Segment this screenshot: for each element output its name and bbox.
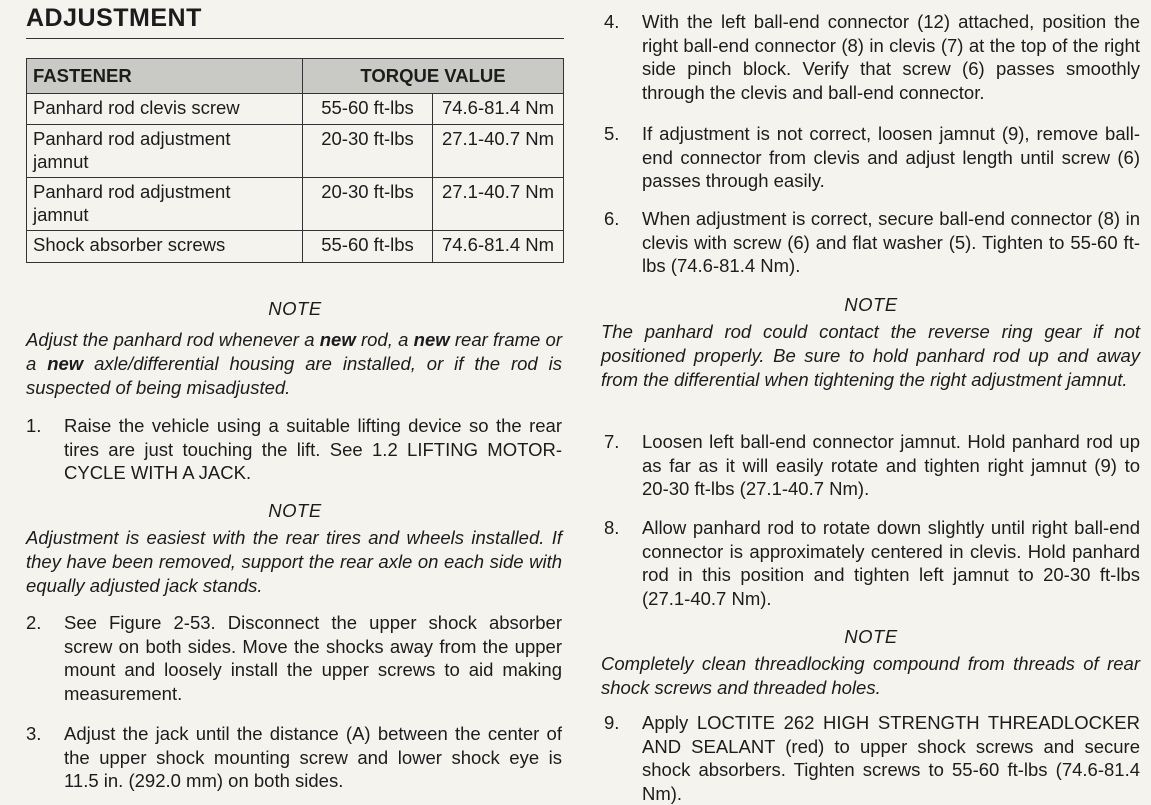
step-number: 9. bbox=[604, 712, 620, 733]
header-fastener: FASTENER bbox=[27, 59, 303, 94]
section-title: ADJUSTMENT bbox=[26, 4, 202, 32]
note-text: Completely clean threadlocking compound from threads of rear shock screws and threaded holes. bbox=[601, 653, 1140, 698]
step-number: 1. bbox=[26, 415, 42, 436]
step-text: See Figure 2-53. Disconnect the upper shock absorber screw on both sides. Move the shocks away from the upper mount and loosely install the upper screws to aid making measurement. bbox=[64, 612, 562, 704]
note-text: Adjustment is easiest with the rear tires and wheels installed. If they have been removed, support the rear axle on each side with equally adjusted jack stands. bbox=[26, 527, 562, 596]
step-number: 7. bbox=[604, 431, 620, 452]
torque-table bbox=[26, 58, 564, 263]
step-number: 2. bbox=[26, 612, 42, 633]
table-header-row bbox=[27, 59, 564, 94]
nm-cell: 27.1-40.7 Nm bbox=[433, 125, 564, 178]
step-number: 8. bbox=[604, 517, 620, 538]
fastener-cell: Panhard rod adjustment jamnut bbox=[27, 178, 303, 231]
nm-cell: 27.1-40.7 Nm bbox=[433, 178, 564, 231]
note-heading: NOTE bbox=[268, 500, 322, 521]
step-text: Allow panhard rod to rotate down slightly until right ball-end connector is approximately centered in clevis. Hold panhard rod in this position and tighten left jamnut to 20-30 ft-lbs (27.1-40.7 Nm). bbox=[642, 517, 1140, 609]
note-heading: NOTE bbox=[844, 626, 898, 647]
step-text: Loosen left ball-end connector jamnut. Hold panhard rod up as far as it will easily rotate and tighten right jamnut (9) to 20-30 ft-lbs (27.1-40.7 Nm). bbox=[642, 431, 1140, 499]
step-number: 6. bbox=[604, 208, 620, 229]
fastener-cell: Shock absorber screws bbox=[27, 231, 303, 263]
step-text: If adjustment is not correct, loosen jamnut (9), remove ball-end connector from clevis and adjust length until screw (6) passes through easily. bbox=[642, 123, 1140, 191]
note-heading: NOTE bbox=[844, 294, 898, 315]
step-text: Apply LOCTITE 262 HIGH STRENGTH THREADLOCKER AND SEALANT (red) to upper shock screws and secure shock absorbers. Tighten screws to 55-60 ft-lbs (74.6-81.4 Nm). bbox=[642, 712, 1140, 804]
step-text: With the left ball-end connector (12) attached, position the right ball-end connector (8) in clevis (7) at the top of the right side pinch block. Verify that screw (6) passes smoothly through the clevis and ball-end connector. bbox=[642, 11, 1140, 103]
ftlbs-cell: 20-30 ft-lbs bbox=[303, 178, 433, 231]
ftlbs-cell: 55-60 ft-lbs bbox=[303, 94, 433, 125]
note-heading: NOTE bbox=[268, 298, 322, 319]
table-row bbox=[27, 231, 564, 263]
step-number: 4. bbox=[604, 11, 620, 32]
note-text: Adjust the panhard rod whenever a new rod, a new rear frame or a new axle/differential housing are installed, or if the rod is suspected of being misadjusted. bbox=[26, 329, 562, 398]
ftlbs-cell: 55-60 ft-lbs bbox=[303, 231, 433, 263]
table-row bbox=[27, 94, 564, 125]
ftlbs-cell: 20-30 ft-lbs bbox=[303, 125, 433, 178]
fastener-cell: Panhard rod clevis screw bbox=[27, 94, 303, 125]
fastener-cell: Panhard rod adjustment jamnut bbox=[27, 125, 303, 178]
step-number: 3. bbox=[26, 723, 42, 744]
note-text: The panhard rod could contact the reverse ring gear if not positioned properly. Be sure to hold panhard rod up and away from the differential when tightening the right adjustment jamnut. bbox=[601, 321, 1140, 390]
title-divider bbox=[26, 38, 564, 39]
nm-cell: 74.6-81.4 Nm bbox=[433, 231, 564, 263]
step-text: Raise the vehicle using a suitable lifting device so the rear tires are just touching the lift. See 1.2 LIFTING MOTOR-CYCLE WITH A JACK. bbox=[64, 415, 562, 483]
table-row bbox=[27, 125, 564, 178]
step-text: When adjustment is correct, secure ball-end connector (8) in clevis with screw (6) and flat washer (5). Tighten to 55-60 ft-lbs (74.6-81.4 Nm). bbox=[642, 208, 1140, 276]
nm-cell: 74.6-81.4 Nm bbox=[433, 94, 564, 125]
step-number: 5. bbox=[604, 123, 620, 144]
table-row bbox=[27, 178, 564, 231]
step-text: Adjust the jack until the distance (A) between the center of the upper shock mounting screw and lower shock eye is 11.5 in. (292.0 mm) on both sides. bbox=[64, 723, 562, 791]
header-torque-value: TORQUE VALUE bbox=[303, 59, 564, 94]
